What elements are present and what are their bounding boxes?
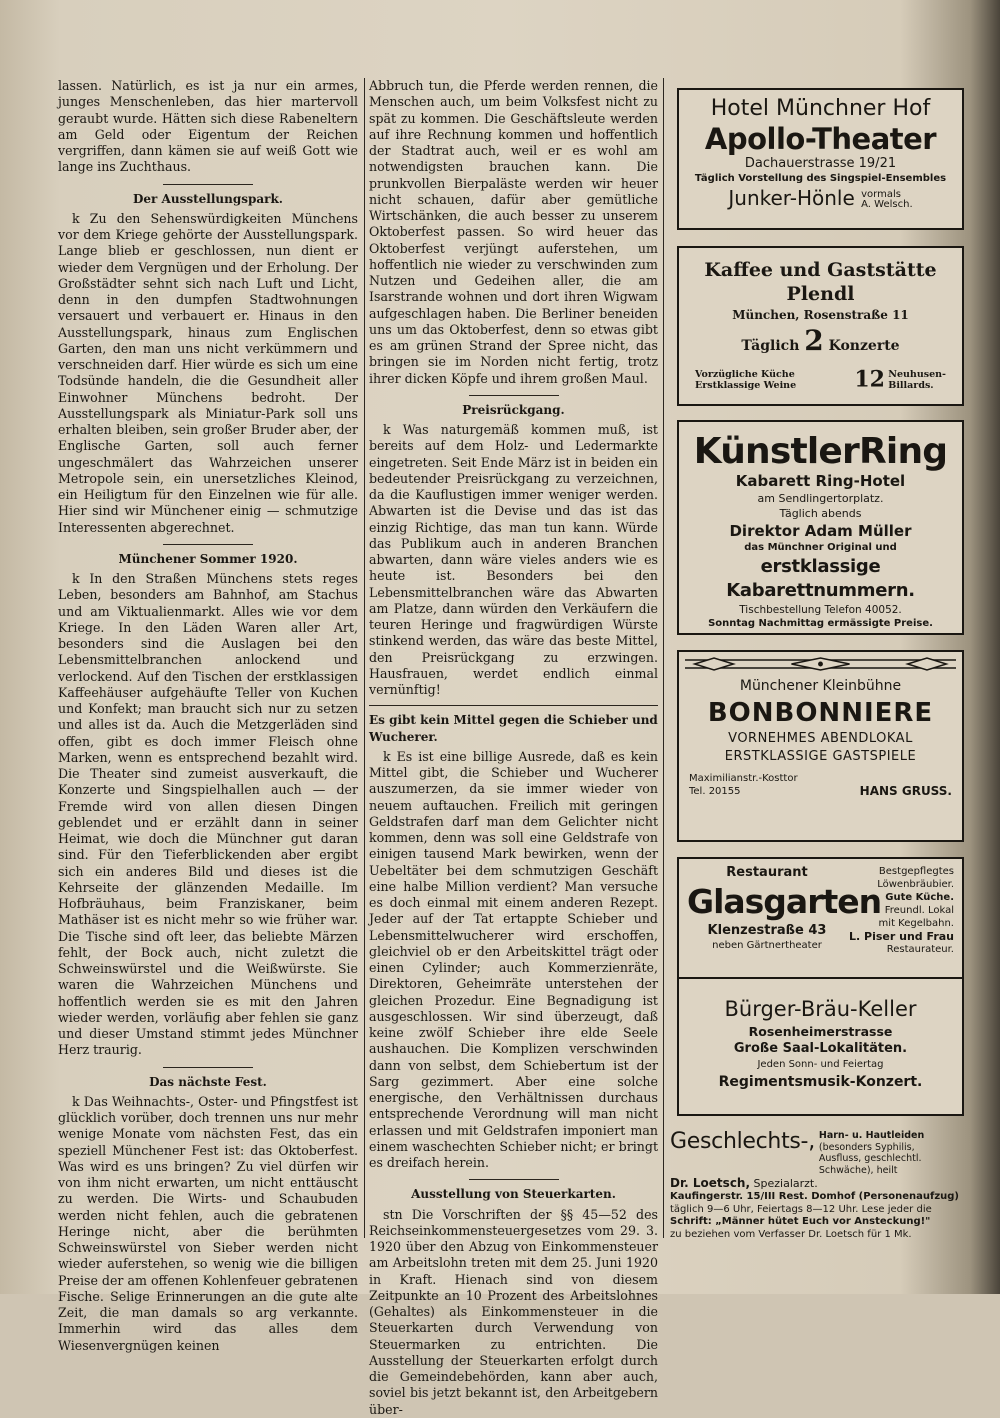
cuisine-line: Vorzügliche Küche	[695, 369, 795, 380]
formerly-label: vormals	[861, 188, 901, 200]
feature-line: Bestgepflegtes	[878, 866, 954, 877]
ad-subtitle: Kabarett Ring-Hotel	[735, 472, 906, 490]
ad-title: KünstlerRing	[693, 431, 948, 472]
ad-conditions	[819, 1128, 924, 1176]
billard-type: Neuhusen-	[888, 369, 946, 380]
ad-theater-name: Apollo-Theater	[704, 122, 937, 156]
owner-title: Restaurateur.	[886, 944, 954, 955]
ad-address: München, Rosenstraße 11	[732, 308, 909, 322]
ad-address-block	[689, 772, 798, 798]
section-divider	[163, 1067, 253, 1068]
article-paragraph: k Zu den Sehenswürdigkeiten Münchens vor dem Kriege gehörte der Ausstellungspark. Lange blieb er geschlossen, nun dient er wieder dem Vergnügen und der Erholung. Der Großstädter sehnt sich nach Luft und Licht, denn in den dumpfen Stadtwohnungen versauert und verbauert er. Hinaus in den Ausstellungspark, hinaus zum Englischen Garten, den man uns nicht verkümmern und verschneiden darf. Hier würde es sich um eine Todsünde handeln, die die Gesundheit aller Einwohner Münchens bedroht. Der Ausstellungspark als Miniatur-Park soll uns erhalten bleiben, sein großer Bruder aber, der Englische Garten, soll auch ferner ungeschmälert das Wahrzeichen unserer Metropole sein, ein unersetzliches Kleinod, ein Heiligtum für den Einzelnen wie für alle. Hier sind wir Münchener einig — schmutzige Interessenten abgerechnet.	[58, 210, 358, 535]
paragraph-opening: lassen. Natürlich, es ist ja nur ein armes, junges Menschenleben, das hier martervoll geraubt wurde. Hätten sich diese Rabeneltern am Geld oder Eigentum der Reichen vergriffen, dann kämen sie auf weiß Gott wie lange ins Zuchthaus.	[58, 78, 358, 175]
article-paragraph: k Was naturgemäß kommen muß, ist bereits auf dem Holz- und Ledermarkte eingetreten. Seit Ende März ist in beiden ein bedeutender Preisrückgang zu verzeichnen, da die Kauflustigen immer weniger werden. Abwarten ist die Devise und das ist das einzig Richtige, das man tun kann. Würde das Publikum auch in anderen Branchen abwarten, dann wäre vieles anders wie es heute ist. Besonders bei den Lebensmittelbranchen wäre das Abwarten am Platze, dann würden den Verkäufern die teuren Heringe und fragwürdigen Würste stinkend werden, das wäre das beste Mittel, den Preisrückgang zu erzwingen. Hausfrauen, werdet endlich einmal vernünftig!	[369, 422, 658, 697]
article-heading-schieber: Es gibt kein Mittel gegen die Schieber und Wucherer.	[369, 713, 658, 744]
ad-address: Klenzestraße 43	[707, 923, 827, 938]
condition-line: Ausfluss, geschlechtl.	[818, 1153, 922, 1164]
ad-hotel-name: Hotel Münchner Hof	[710, 96, 931, 121]
ad-halls: Große Saal-Lokalitäten.	[733, 1041, 908, 1056]
text-column-left	[58, 78, 358, 1354]
article-heading-ausstellungspark: Der Ausstellungspark.	[133, 191, 283, 206]
ad-location: am Sendlingertorplatz.	[757, 492, 884, 505]
ad-phone: Tel. 20155	[689, 786, 741, 797]
article-heading-muenchener-sommer: Münchener Sommer 1920.	[118, 551, 298, 566]
formerly-name: A. Welsch.	[861, 198, 913, 210]
ad-tagline-2: ERSTKLASSIGE GASTSPIELE	[724, 749, 917, 764]
column-rule	[663, 78, 664, 1238]
ad-address: Rosenheimerstrasse	[748, 1024, 893, 1039]
section-divider	[469, 1179, 559, 1180]
ad-venue: Münchener Kleinbühne	[739, 678, 902, 694]
ad-features	[679, 366, 962, 393]
condition-line: Schwäche), heilt	[818, 1164, 898, 1176]
ad-address: Dachauerstrasse 19/21	[744, 156, 897, 171]
ad-header	[670, 1128, 970, 1176]
ad-type: Restaurant	[726, 865, 808, 880]
feature-line: Löwenbräubier.	[877, 879, 954, 890]
ad-sunday: Sonntag Nachmittag ermässigte Preise.	[708, 618, 933, 629]
ad-billards	[854, 366, 946, 393]
advertisement-glasgarten	[677, 857, 964, 981]
ad-address: Maximilianstr.-Kosttor	[689, 773, 798, 784]
proprietor-name: Junker-Hönle	[728, 186, 855, 210]
section-divider	[163, 544, 253, 545]
text-column-middle	[369, 78, 658, 1418]
ad-schedule: Täglich abends	[779, 507, 862, 520]
article-heading-preisrueckgang: Preisrückgang.	[462, 402, 565, 417]
doctor-title: Spezialarzt.	[753, 1177, 818, 1190]
ad-contact	[679, 772, 962, 798]
ad-schedule: Jeden Sonn- und Feiertag	[757, 1059, 884, 1070]
ad-acts: erstklassige Kabarettnummern.	[726, 556, 915, 601]
ad-details	[670, 1191, 970, 1241]
ad-address: Kaufingerstr. 15/III Rest. Domhof (Personenaufzug)	[670, 1191, 959, 1202]
owner-line: L. Piser und Frau	[849, 930, 954, 943]
ad-original: das Münchner Original und	[744, 542, 897, 553]
ad-title: Geschlechts-,	[670, 1129, 815, 1154]
ad-program: Täglich Vorstellung des Singspiel-Ensembles	[694, 173, 947, 184]
ad-concerts	[679, 324, 962, 363]
ad-owner: HANS GRUSS.	[859, 784, 952, 798]
section-divider	[163, 184, 253, 185]
column-rule	[364, 78, 365, 1238]
advertisement-kaffee-plendl	[677, 246, 964, 406]
wine-line: Erstklassige Weine	[695, 380, 797, 391]
condition-line: Harn- u. Hautleiden	[818, 1130, 925, 1141]
ornament-border-icon	[685, 656, 956, 672]
ad-title: Kaffee und Gaststätte Plendl	[704, 259, 937, 305]
ad-layout	[687, 865, 954, 956]
concert-count: 2	[804, 324, 824, 357]
ad-doctor	[670, 1176, 970, 1191]
formerly-note	[861, 190, 912, 210]
ad-proprietor	[679, 185, 962, 211]
ad-cuisine	[695, 369, 796, 391]
ad-phone: Tischbestellung Telefon 40052.	[739, 604, 902, 616]
article-paragraph: stn Die Vorschriften der §§ 45—52 des Reichseinkommensteuergesetzes vom 29. 3. 1920 über den Abzug von Einkommensteuer am Arbeitslohn treten mit dem 25. Juni 1920 in Kraft. Hienach sind von diesem Zeitpunkte an 10 Prozent des Arbeitslohnes (Gehaltes) als Einkommensteuer in die Steuerkarten durch Verwendung von Steuermarken zu entrichten. Die Ausstellung der Steuerkarten erfolgt durch die Gemeindebehörden, kann aber auch, soviel bis jetzt bekannt ist, den Arbeitgebern über-	[369, 1206, 658, 1417]
feature-line: mit Kegelbahn.	[878, 918, 954, 929]
ad-director: Direktor Adam Müller	[729, 522, 912, 540]
paragraph-opening: Abbruch tun, die Pferde werden rennen, die Menschen auch, um beim Volksfest nicht zu spät zu kommen. Die Geschäftsleute werden auf ihre Rechnung kommen und hoffentlich der Stadtrat auch, weil er es wohl am notwendigsten brauchen kann. Die prunkvollen Bierpaläste werden wir heuer nicht schauen, dafür aber gemütliche Wirtschänken, die auch besser zu unserem Oktoberfest passen. So wird heuer das Oktoberfest verjüngt auferstehen, um hoffentlich nie wieder zu verschwinden zum Nutzen und Gedeihen aller, die am Isarstrande wohnen und dort ihren Wigwam aufgeschlagen haben. Die Berliner beneiden uns um das Oktoberfest, denn so etwas gibt es am grünen Strand der Spree nicht, das bringen sie im Norden nicht fertig, trotz ihrer dicken Köpfe und ihrem großen Maul.	[369, 78, 658, 386]
ad-title: Glasgarten	[687, 882, 882, 921]
ad-title: BONBONNIERE	[707, 698, 934, 728]
daily-label: Täglich	[741, 338, 800, 354]
advertisement-apollo-theater	[677, 88, 964, 230]
ad-title: Bürger-Bräu-Keller	[724, 997, 917, 1021]
feature-line: Gute Küche.	[885, 892, 954, 903]
ad-landmark: neben Gärtnertheater	[712, 940, 822, 951]
section-divider	[469, 395, 559, 396]
condition-line: (besonders Syphilis,	[818, 1141, 915, 1153]
article-heading-steuerkarten: Ausstellung von Steuerkarten.	[411, 1187, 616, 1202]
billard-count: 12	[854, 366, 885, 393]
ad-features	[849, 865, 954, 956]
ad-order-info: zu beziehen vom Verfasser Dr. Loetsch für 1 Mk.	[670, 1228, 912, 1240]
billard-label	[888, 369, 946, 391]
ad-main	[687, 865, 882, 956]
feature-line: Freundl. Lokal	[884, 905, 954, 916]
ad-tagline: VORNEHMES ABENDLOKAL	[728, 731, 913, 746]
advertisement-bonbonniere	[677, 650, 964, 842]
article-paragraph: k Das Weihnachts-, Oster- und Pfingstfest ist glücklich vorüber, doch trennen uns nur mehr wenige Monate vom nächsten Fest, das ein speziell Münchener Fest ist: das Oktoberfest. Was wird es uns bringen? Zu viel dürfen wir von ihm nicht erwarten, um nicht enttäuscht zu werden. Die Wirts- und Schaubuden werden nicht fehlen, auch die gebratenen Heringe nicht, aber die berühmten Schweinswürstel von Sieber werden nicht wieder auferstehen, so wenig wie die billigen Preise der am offenen Kohlenfeuer gebratenen Fische. Selige Erinnerungen an die gute alte Zeit, die man damals so arg verkannte. Immerhin wird das alles dem Wiesenvergnügen keinen	[58, 1093, 358, 1353]
advertisement-dr-loetsch	[670, 1128, 970, 1240]
concerts-label: Konzerte	[828, 338, 900, 354]
article-paragraph: k Es ist eine billige Ausrede, daß es kein Mittel gibt, die Schieber und Wucherer auszumerzen, da sie immer wieder von neuem auftauchen. Freilich mit geringen Geldstrafen darf man dem Gelichter nicht kommen, denn was soll eine Geldstrafe von einigen tausend Mark bewirken, wenn der Uebeltäter bei dem schmutzigen Geschäft eine halbe Million verdient? Man versuche es doch einmal mit einem anderen Rezept. Jeder auf der Tat ertappte Schieber und Lebensmittelwucherer wird erschoffen, gleichviel ob er den Arbeitskittel trägt oder einen Cylinder; auch Kommerzienräte, Direktoren, Geheimräte unterstehen der gleichen Prozedur. Eine Begnadigung ist ausgeschlossen. Wir sind überzeugt, daß keine zwölf Schieber ihre elde Seele aushauchen. Die Komplizen verschwinden dann von selbst, dem Schiebertum ist der Sarg gezimmert. Aber eine solche energische, den Verhältnissen durchaus entsprechende Verordnung will man nicht erlassen und mit Geldstrafen imponiert man einem waschechten Schieber nicht; er bringt es dreifach herein.	[369, 748, 658, 1170]
article-heading-naechstes-fest: Das nächste Fest.	[149, 1074, 267, 1089]
ad-hours: täglich 9—6 Uhr, Feiertags 8—12 Uhr. Lese jeder die	[670, 1203, 932, 1215]
article-paragraph: k In den Straßen Münchens stets reges Leben, besonders am Bahnhof, am Stachus und am Viktualienmarkt. Alles wie vor dem Kriege. In den Läden Waren aller Art, besonders sind die Auslagen bei den Lebensmittelbranchen anlockend und verlockend. Auf den Tischen der erstklassigen Kaffeehäuser aufgehäufte Teller von Kuchen und Konfekt; man braucht sich nur zu setzen und alles ist da. Auch die Metzgerläden sind offen, gibt es doch immer Fleisch ohne Marken, wenn es entsprechend bezahlt wird. Die Theater sind zumeist ausverkauft, die Konzerte und Singspielhallen auch — der Fremde wird von allen diesen Dingen geblendet und er erzählt dann in seiner Heimat, wie doch die Münchner gut daran sind. Für den Tieferblickenden aber ergibt sich ein anderes Bild und dieses ist die Kehrseite der glänzenden Medaille. Im Hofbräuhaus, beim Franziskaner, beim Mathäser ist es nicht mehr so wie früher war. Die Tische sind oft leer, das beliebte Märzen fehlt, der Bock auch, nicht zuletzt die Schweinswürstel und die Weißwürste. Sie waren die Wahrzeichen Münchens und hoffentlich werden sie es mit den Jahren wieder werden, vorläufig aber fehlen sie ganz und dieser Umstand stimmt jedes Münchner Herz traurig.	[58, 571, 358, 1058]
ad-publication: Schrift: „Männer hütet Euch vor Ansteckung!"	[670, 1216, 931, 1227]
advertisement-kuenstler-ring	[677, 420, 964, 635]
billard-word: Billards.	[888, 380, 934, 391]
ad-concert: Regimentsmusik-Konzert.	[718, 1074, 923, 1090]
advertisement-buerger-braeu-keller	[677, 977, 964, 1116]
doctor-name: Dr. Loetsch,	[670, 1176, 751, 1190]
section-divider	[369, 705, 658, 706]
